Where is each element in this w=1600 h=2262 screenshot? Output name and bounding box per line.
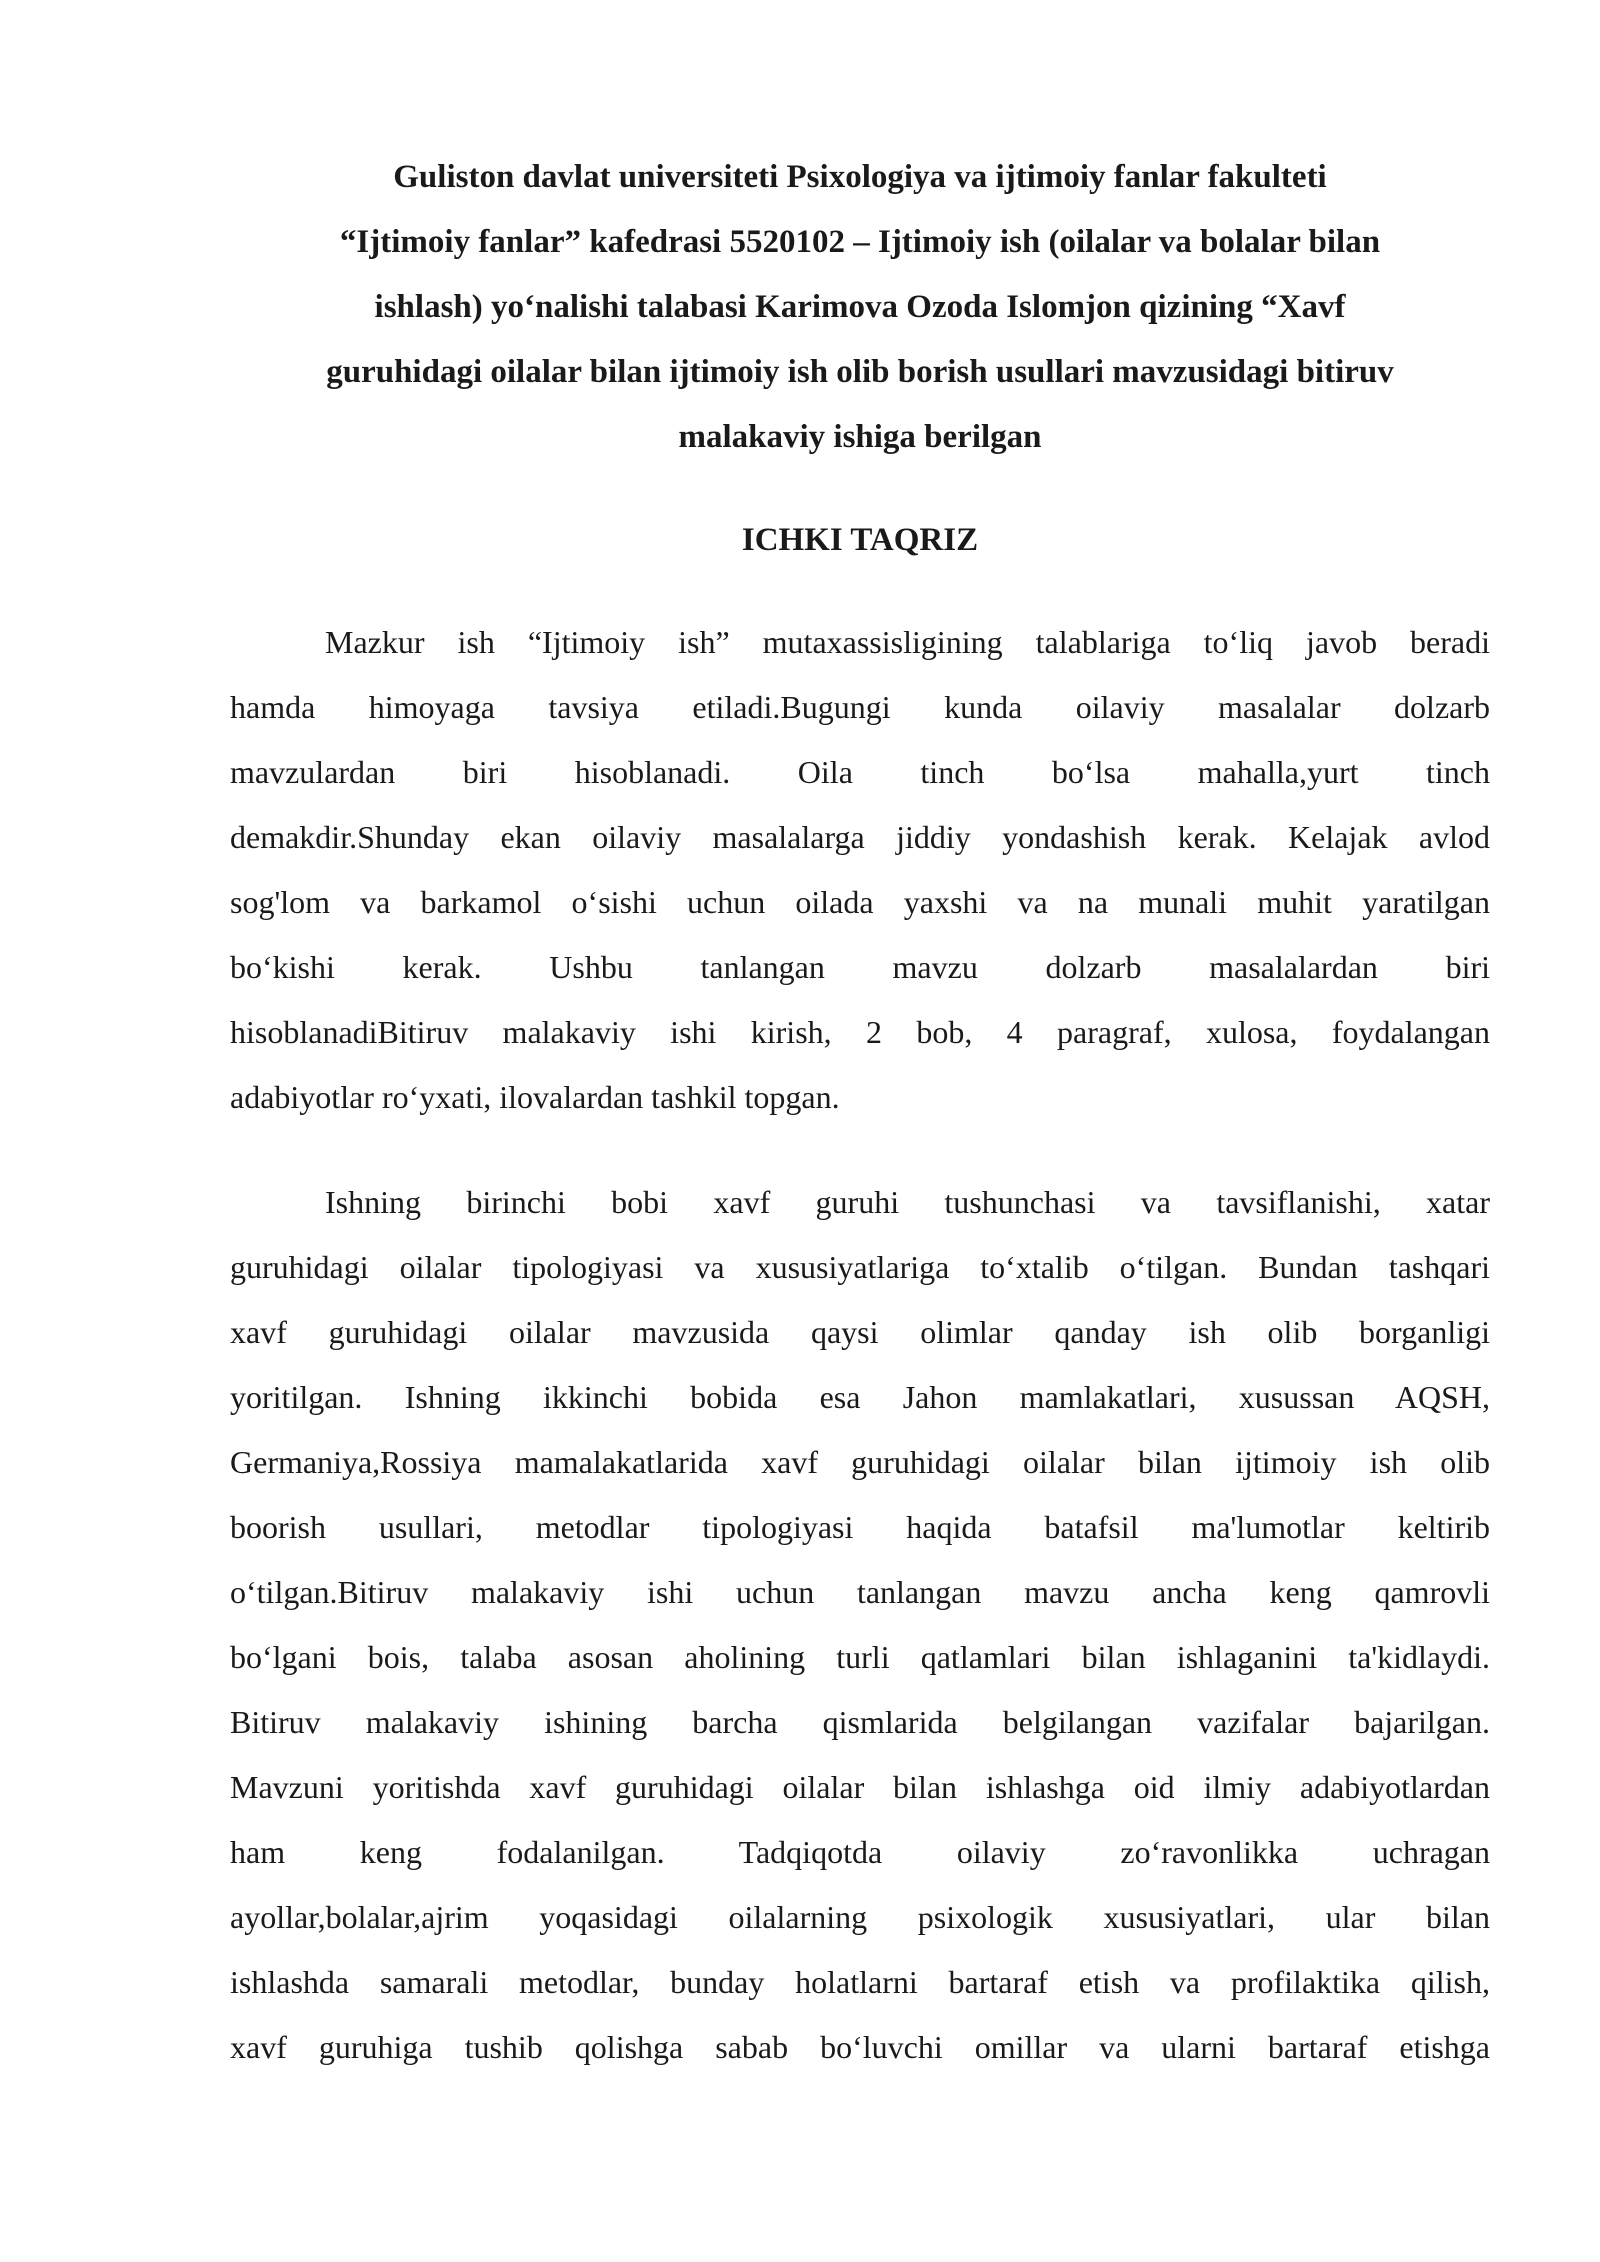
paragraph-line: xavf guruhiga tushib qolishga sabab boʻluvchi omillar va ularni bartaraf etishga [230, 2029, 1490, 2065]
paragraph-line: hisoblanadiBitiruv malakaviy ishi kirish, 2 bob, 4 paragraf, xulosa, foydalangan [230, 1014, 1490, 1050]
paragraph-line: mavzulardan biri hisoblanadi. Oila tinch boʻlsa mahalla,yurt tinch [230, 754, 1490, 790]
paragraph-line: hamda himoyaga tavsiya etiladi.Bugungi kunda oilaviy masalalar dolzarb [230, 689, 1490, 725]
header-line: guruhidagi oilalar bilan ijtimoiy ish olib borish usullari mavzusidagi bitiruv [326, 354, 1394, 390]
header-line: Guliston davlat universiteti Psixologiya va ijtimoiy fanlar fakulteti [393, 159, 1327, 195]
document-title: ICHKI TAQRIZ [741, 522, 979, 558]
document-header [230, 145, 1490, 470]
paragraph-line: Mavzuni yoritishda xavf guruhidagi oilalar bilan ishlashga oid ilmiy adabiyotlardan [230, 1769, 1490, 1805]
paragraph-1 [230, 610, 1490, 1130]
paragraph-line: boʻkishi kerak. Ushbu tanlangan mavzu dolzarb masalalardan biri [230, 949, 1490, 985]
paragraph-line: sog'lom va barkamol oʻsishi uchun oilada yaxshi va na munali muhit yaratilgan [230, 884, 1490, 920]
paragraph-line: Ishning birinchi bobi xavf guruhi tushunchasi va tavsiflanishi, xatar [325, 1184, 1490, 1220]
paragraph-line: boorish usullari, metodlar tipologiyasi haqida batafsil ma'lumotlar keltirib [230, 1509, 1490, 1545]
paragraph-line: ayollar,bolalar,ajrim yoqasidagi oilalarning psixologik xususiyatlari, ular bilan [230, 1899, 1490, 1935]
paragraph-line: yoritilgan. Ishning ikkinchi bobida esa Jahon mamlakatlari, xusussan AQSH, [230, 1379, 1490, 1415]
paragraph-line: ham keng fodalanilgan. Tadqiqotda oilaviy zoʻravonlikka uchragan [230, 1834, 1490, 1870]
header-line: “Ijtimoiy fanlar” kafedrasi 5520102 – Ijtimoiy ish (oilalar va bolalar bilan [339, 224, 1381, 260]
paragraph-line: demakdir.Shunday ekan oilaviy masalalarga jiddiy yondashish kerak. Kelajak avlod [230, 819, 1490, 855]
paragraph-line: xavf guruhidagi oilalar mavzusida qaysi olimlar qanday ish olib borganligi [230, 1314, 1490, 1350]
paragraph-line: ishlashda samarali metodlar, bunday holatlarni bartaraf etish va profilaktika qilish, [230, 1964, 1490, 2000]
paragraph-line: adabiyotlar roʻyxati, ilovalardan tashkil topgan. [230, 1079, 840, 1115]
paragraph-line: Bitiruv malakaviy ishining barcha qismlarida belgilangan vazifalar bajarilgan. [230, 1704, 1490, 1740]
header-line: malakaviy ishiga berilgan [678, 419, 1042, 455]
paragraph-line: guruhidagi oilalar tipologiyasi va xususiyatlariga toʻxtalib oʻtilgan. Bundan tashqari [230, 1249, 1490, 1285]
paragraph-2 [230, 1170, 1490, 2080]
header-line: ishlash) yoʻnalishi talabasi Karimova Ozoda Islomjon qizining “Xavf [374, 289, 1346, 325]
paragraph-line: Mazkur ish “Ijtimoiy ish” mutaxassisligining talablariga toʻliq javob beradi [325, 624, 1490, 660]
paragraph-line: Germaniya,Rossiya mamalakatlarida xavf guruhidagi oilalar bilan ijtimoiy ish olib [230, 1444, 1490, 1480]
paragraph-line: oʻtilgan.Bitiruv malakaviy ishi uchun tanlangan mavzu ancha keng qamrovli [230, 1574, 1490, 1610]
paragraph-line: boʻlgani bois, talaba asosan aholining turli qatlamlari bilan ishlaganini ta'kidlaydi. [230, 1639, 1490, 1675]
